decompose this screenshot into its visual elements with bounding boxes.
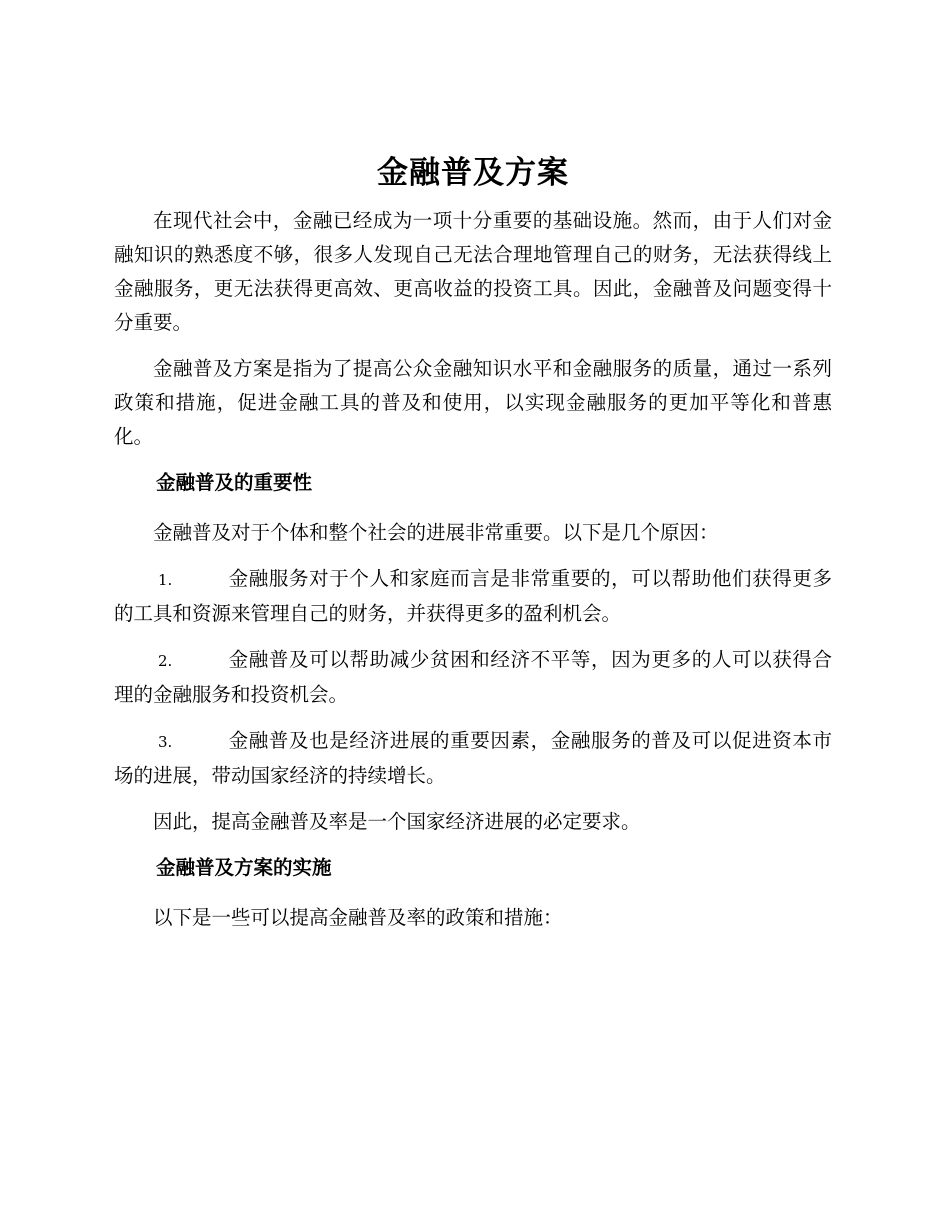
section-lead-paragraph: 以下是一些可以提高金融普及率的政策和措施： (153, 906, 563, 929)
numbered-list-item (114, 562, 832, 631)
numbered-list-item (114, 724, 832, 793)
list-item-number: 1. (158, 571, 173, 589)
list-item-number: 2. (158, 652, 173, 670)
section-lead-paragraph: 金融普及对于个体和整个社会的进展非常重要。以下是几个原因： (153, 521, 719, 544)
list-item-text: 金融服务对于个人和家庭而言是非常重要的，可以帮助他们获得更多的工具和资源来管理自己的财务，并获得更多的盈利机会。 (114, 567, 832, 625)
intro-paragraph: 在现代社会中，金融已经成为一项十分重要的基础设施。然而，由于人们对金融知识的熟悉度不够，很多人发现自己无法合理地管理自己的财务，无法获得线上金融服务，更无法获得更高效、更高收益的投资工具。因此，金融普及问题变得十分重要。 (114, 209, 832, 334)
list-item-text: 金融普及也是经济进展的重要因素，金融服务的普及可以促进资本市场的进展，带动国家经济的持续增长。 (114, 729, 832, 787)
section-heading-implementation: 金融普及方案的实施 (156, 856, 332, 879)
conclusion-paragraph: 因此，提高金融普及率是一个国家经济进展的必定要求。 (153, 810, 641, 833)
numbered-list-item (114, 643, 832, 712)
section-heading-importance: 金融普及的重要性 (156, 471, 313, 494)
list-item-number: 3. (158, 733, 173, 751)
intro-paragraph: 金融普及方案是指为了提高公众金融知识水平和金融服务的质量，通过一系列政策和措施，促进金融工具的普及和使用，以实现金融服务的更加平等化和普惠化。 (114, 357, 832, 448)
document-title: 金融普及方案 (377, 155, 569, 191)
list-item-text: 金融普及可以帮助减少贫困和经济不平等，因为更多的人可以获得合理的金融服务和投资机会。 (114, 648, 832, 706)
